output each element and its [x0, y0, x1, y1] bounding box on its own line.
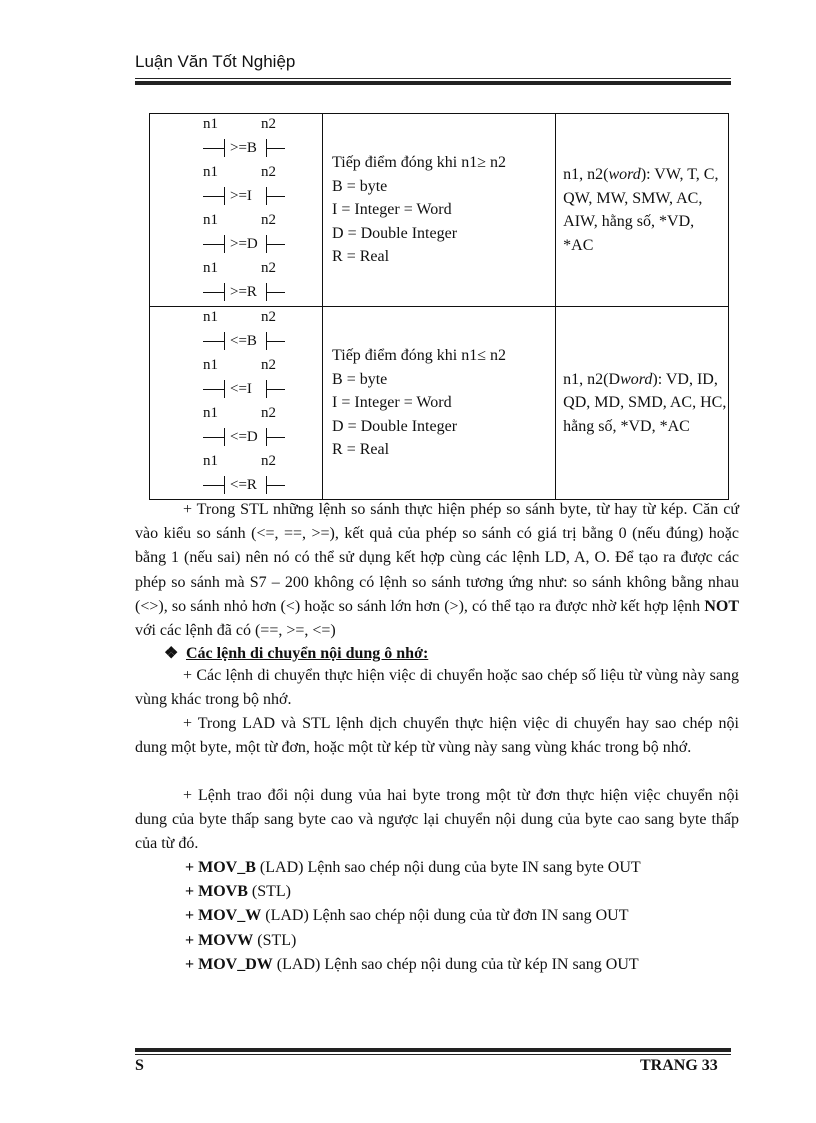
description-cell [323, 307, 556, 500]
list-prefix: + [185, 859, 199, 876]
operand-n1: n1 [203, 116, 218, 132]
description-line: B = byte [332, 370, 388, 388]
operands-prefix: n1, n2( [563, 166, 609, 183]
paragraph-stl-compare [135, 498, 739, 643]
list-item [185, 880, 641, 904]
description-line: I = Integer = Word [332, 201, 452, 219]
operand-n1: n1 [203, 453, 218, 469]
list-item [185, 856, 641, 880]
instruction-name: MOV_B [198, 859, 256, 876]
operand-n2: n2 [261, 309, 276, 325]
paragraph-move-intro [135, 664, 739, 712]
page-number: TRANG 33 [640, 1057, 718, 1074]
contact-label: <=R [230, 477, 257, 493]
contact-label: <=I [230, 381, 252, 397]
description-cell [323, 114, 556, 307]
operands-list: ): VD, ID, QD, MD, SMD, AC, HC, hằng số, *VD, *AC [563, 370, 727, 435]
ladder-diagram-ge [150, 114, 322, 306]
footer-left-label: S [135, 1057, 144, 1074]
instruction-desc: (STL) [247, 883, 292, 901]
instruction-name: MOV_W [198, 907, 262, 925]
operand-n2: n2 [261, 116, 276, 132]
operands-prefix: n1, n2(D [563, 370, 621, 388]
description-line: Tiếp điểm đóng khi n1≥ n2 [332, 154, 507, 172]
instruction-name: MOVW [198, 931, 254, 949]
operand-n1: n1 [203, 405, 218, 421]
paragraph-lad-stl [135, 712, 739, 760]
description-line: B = byte [332, 177, 388, 195]
description-line: D = Double Integer [332, 224, 458, 242]
paragraph-text: + Trong STL những lệnh so sánh thực hiện phép so sánh byte, từ hay từ kép. Căn cứ vào kiểu so sánh (<=, ==, >=), kết quả của phép so sánh có giá trị bằng 0 (nếu đúng) hoặc bằng 1 (nếu sai) nên nó có thể sử dụng kết hợp cùng các lệnh LD, A, O. Để tạo ra được các phép so sánh mà S7 – 200 không có lệnh so sánh tương ứng như: so sánh không bằng nhau (<>), so sánh nhỏ hơn (<) hoặc so sánh lớn hơn (>), có thể tạo ra được nhờ kết hợp lệnh [135, 501, 739, 615]
description-line: R = Real [332, 441, 390, 459]
table-row [150, 114, 729, 307]
list-prefix: + [185, 931, 199, 949]
contact-label: <=B [230, 333, 257, 349]
ladder-cell [150, 307, 323, 500]
list-prefix: + [185, 907, 199, 925]
ladder-cell [150, 114, 323, 307]
operands-type: word [620, 370, 653, 388]
operand-n2: n2 [261, 405, 276, 421]
contact-label: >=D [230, 236, 258, 252]
instruction-desc: (LAD) Lệnh sao chép nội dung của từ kép IN sang OUT [272, 955, 639, 973]
mov-instruction-list [185, 856, 641, 977]
paragraph-text: + Trong LAD và STL lệnh dịch chuyển thực hiện việc di chuyển hay sao chép nội dung một byte, một từ đơn, hoặc một từ kép từ vùng này sang vùng khác trong bộ nhớ. [135, 715, 739, 757]
section-heading-text: Các lệnh di chuyển nội dung ô nhớ: [186, 645, 429, 662]
list-item [185, 929, 641, 953]
diamond-bullet-icon: ❖ [164, 645, 179, 662]
operand-n1: n1 [203, 357, 218, 373]
comparison-table [149, 113, 729, 500]
description-line: R = Real [332, 248, 390, 266]
paragraph-text: + Các lệnh di chuyển thực hiện việc di chuyển hoặc sao chép số liệu từ vùng này sang vùng khác trong bộ nhớ. [135, 667, 739, 709]
contact-label: <=D [230, 429, 258, 445]
list-item [185, 953, 641, 977]
list-prefix: + [185, 955, 199, 973]
instruction-name: MOV_DW [198, 955, 273, 973]
table-row [150, 307, 729, 500]
list-prefix: + [185, 883, 199, 901]
instruction-name: MOVB [198, 883, 248, 901]
section-heading [164, 643, 428, 663]
operands-cell [556, 307, 729, 500]
keyword-not: NOT [704, 597, 739, 615]
operand-n1: n1 [203, 309, 218, 325]
instruction-desc: (STL) [253, 931, 297, 949]
operand-n1: n1 [203, 260, 218, 276]
operand-n2: n2 [261, 453, 276, 469]
operand-n2: n2 [261, 357, 276, 373]
footer-rule-thick [135, 1048, 731, 1052]
ladder-diagram-le [150, 307, 322, 499]
contact-label: >=R [230, 284, 257, 300]
operand-n2: n2 [261, 212, 276, 228]
instruction-desc: (LAD) Lệnh sao chép nội dung của byte IN sang byte OUT [255, 859, 641, 876]
page-header-title: Luận Văn Tốt Nghiệp [135, 52, 296, 71]
operand-n2: n2 [261, 260, 276, 276]
description-line: Tiếp điểm đóng khi n1≤ n2 [332, 347, 507, 365]
description-line: I = Integer = Word [332, 394, 452, 412]
operand-n2: n2 [261, 164, 276, 180]
header-rule-thin [135, 78, 731, 79]
operands-type: word [608, 166, 641, 183]
operand-n1: n1 [203, 212, 218, 228]
instruction-desc: (LAD) Lệnh sao chép nội dung của từ đơn IN sang OUT [261, 907, 629, 925]
contact-label: >=I [230, 188, 252, 204]
description-line: D = Double Integer [332, 417, 458, 435]
header-rule-thick [135, 81, 731, 85]
operand-n1: n1 [203, 164, 218, 180]
footer-rule-thin [135, 1054, 731, 1055]
paragraph-swap [135, 784, 739, 857]
list-item [185, 904, 641, 928]
operands-cell [556, 114, 729, 307]
operands-list: ): VW, T, C, QW, MW, SMW, AC, AIW, hằng số, *VD, *AC [563, 166, 719, 254]
paragraph-text: với các lệnh đã có (==, >=, <=) [135, 622, 336, 640]
contact-label: >=B [230, 140, 257, 156]
paragraph-text: + Lệnh trao đổi nội dung vủa hai byte trong một từ đơn thực hiện việc chuyển nội dung của byte thấp sang byte cao và ngược lại chuyển nội dung của byte cao sang byte thấp của từ đó. [135, 787, 739, 853]
